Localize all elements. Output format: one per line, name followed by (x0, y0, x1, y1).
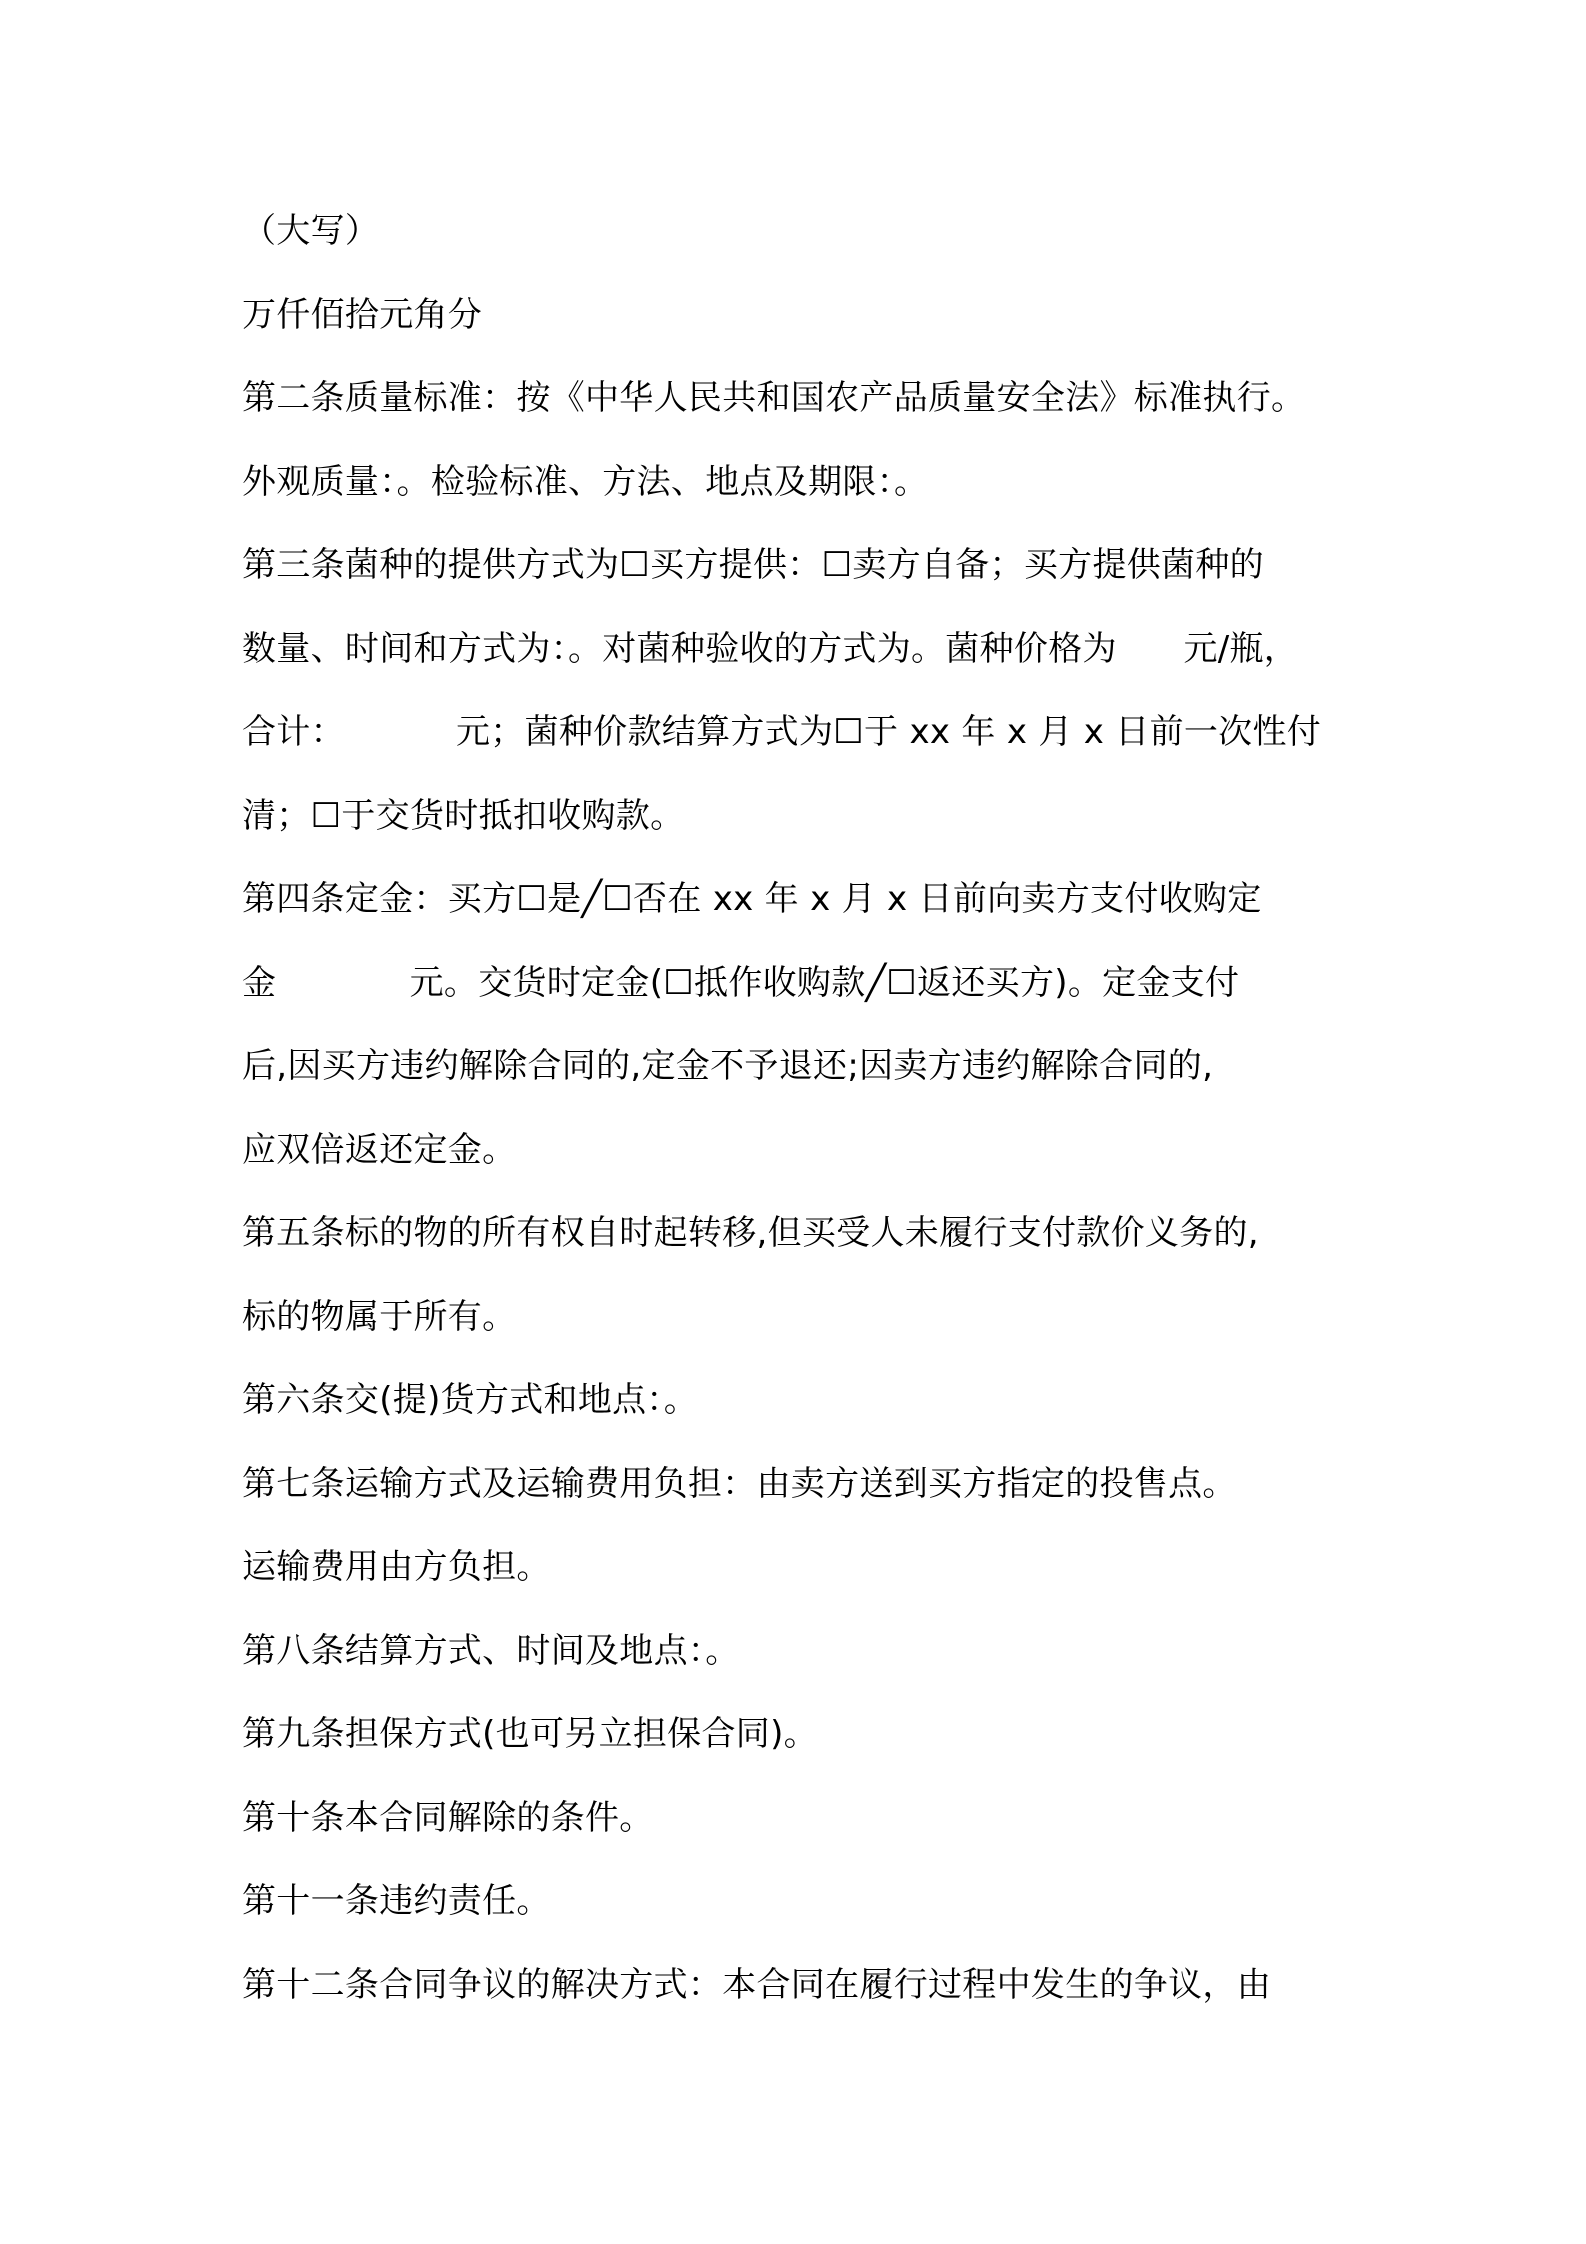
text-line: 数量、时间和方式为：。对菌种验收的方式为。菌种价格为 元/瓶， (242, 628, 1299, 669)
text-line: 第二条质量标准：按《中华人民共和国农产品质量安全法》标准执行。 (242, 378, 1306, 418)
text-line: 标的物属于所有。 (242, 1296, 517, 1337)
text-line: 合计： 元；菌种价款结算方式为☐于 xx 年 x 月 x 日前一次性付 (242, 712, 1322, 752)
text-line: （大写） (242, 211, 380, 251)
text-line: 第八条结算方式、时间及地点：。 (242, 1630, 740, 1671)
text-line: 第十条本合同解除的条件。 (242, 1797, 654, 1838)
text-line: 第十二条合同争议的解决方式：本合同在履行过程中发生的争议，由 (242, 1964, 1271, 2005)
text-line: 运输费用由方负担。 (242, 1547, 551, 1587)
text-line: 外观质量：。检验标准、方法、地点及期限：。 (242, 461, 929, 502)
text-line: 清；☐于交货时抵扣收购款。 (242, 795, 685, 836)
text-line: 第十一条违约责任。 (242, 1881, 551, 1921)
document-body (242, 190, 1372, 2027)
text-line: 第四条定金：买方☐是╱☐否在 xx 年 x 月 x 日前向卖方支付收购定 (242, 879, 1262, 919)
text-line: 第六条交(提)货方式和地点：。 (242, 1380, 699, 1420)
text-line: 第七条运输方式及运输费用负担：由卖方送到买方指定的投售点。 (242, 1463, 1237, 1504)
text-line: 后,因买方违约解除合同的,定金不予退还;因卖方违约解除合同的, (242, 1046, 1214, 1086)
text-line: 应双倍返还定金。 (242, 1129, 517, 1170)
text-line: 金 元。交货时定金(☐抵作收购款╱☐返还买方)。定金支付 (242, 962, 1240, 1003)
text-line: 第五条标的物的所有权自时起转移,但买受人未履行支付款价义务的, (242, 1213, 1259, 1253)
text-line: 第三条菌种的提供方式为☐买方提供：☐卖方自备；买方提供菌种的 (242, 545, 1264, 585)
text-line: 第九条担保方式(也可另立担保合同)。 (242, 1714, 818, 1754)
text-line: 万仟佰拾元角分 (242, 294, 483, 335)
